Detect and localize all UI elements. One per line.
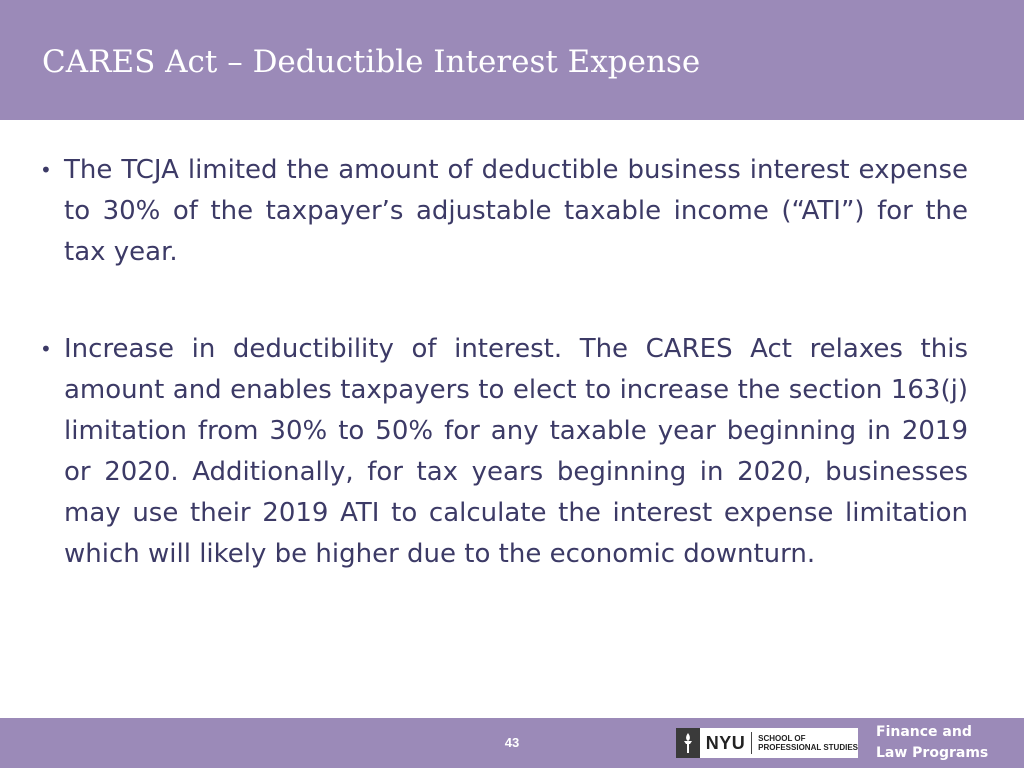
bullet-item [40,150,968,273]
bullet-marker: • [40,337,52,361]
title-bar [0,0,1024,120]
slide-title: CARES Act – Deductible Interest Expense [42,44,701,80]
page-number: 43 [504,735,520,750]
logo-school-line1: SCHOOL OF [758,734,806,743]
bullet-item [40,329,968,575]
logo-school-line2: PROFESSIONAL STUDIES [758,743,858,752]
department-line2: Law Programs [876,745,989,761]
logo-school-text [758,734,858,752]
bullet-marker: • [40,158,52,182]
bullet-text: Increase in deductibility of interest. The CARES Act relaxes this amount and enables taxpayers to elect to increase the section 163(j) limitation from 30% to 50% for any taxable year beginning in 2019 or 2020. Additionally, for tax years beginning in 2020, businesses may use their 2019 ATI to calculate the interest expense limitation which will likely be higher due to the economic downturn. [64,334,968,569]
slide-content [40,150,968,575]
bullet-text: The TCJA limited the amount of deductible business interest expense to 30% of the taxpayer’s adjustable taxable income (“ATI”) for the tax year. [64,155,968,267]
department-label [876,722,988,764]
logo-divider [751,732,752,754]
logo-nyu-text: NYU [705,732,746,753]
torch-icon [676,728,700,758]
torch-icon-graphic [681,732,695,754]
nyu-sps-logo [676,728,858,758]
footer-bar [0,718,1024,768]
department-line1: Finance and [876,724,972,740]
